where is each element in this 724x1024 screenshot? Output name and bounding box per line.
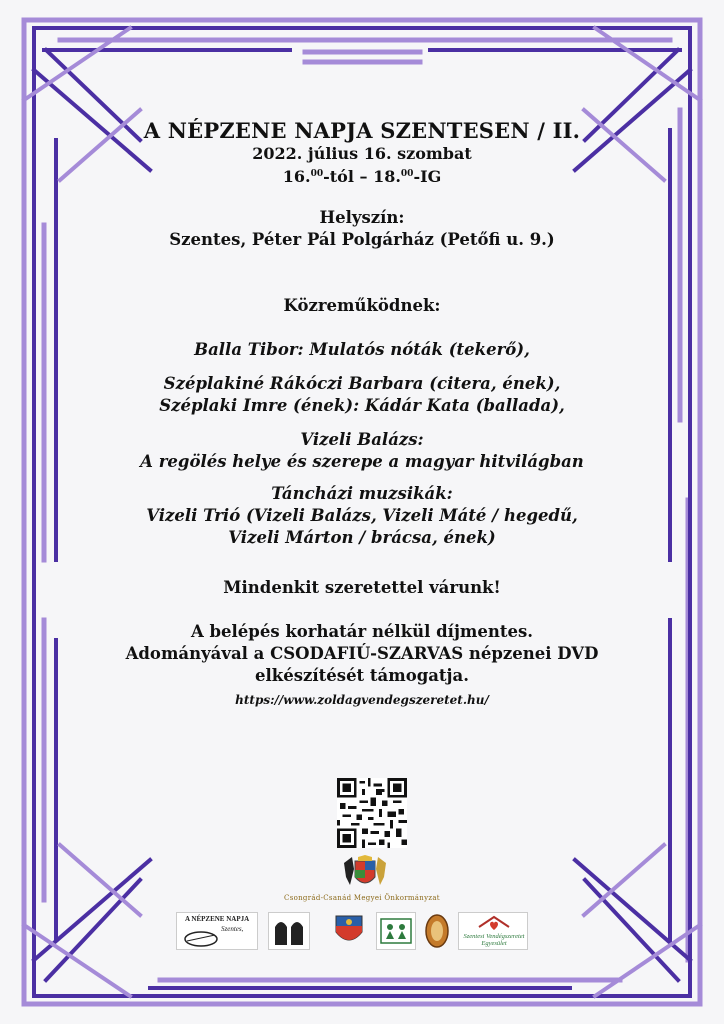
sponsor-logo-nepzene: A NÉPZENE NAPJA Szentes, — [176, 912, 258, 950]
town-shield-icon — [330, 912, 368, 950]
entry-text: elkészítését támogatja. — [255, 666, 469, 685]
county-crest-icon — [340, 855, 390, 893]
entry-text: Adományával a CSODAFIÚ-SZARVAS népzenei DVD — [125, 644, 599, 663]
sponsor-logo-vendegszeretet: Szentesi Vendégszeretet Egyesület — [458, 912, 528, 950]
performer-line: Balla Tibor: Mulatós nóták (tekerő), — [194, 340, 530, 359]
sponsor-logo-arches — [268, 912, 310, 950]
hurdy-gurdy-icon — [181, 927, 221, 949]
venue: Szentes, Péter Pál Polgárház (Petőfi u. 9.) — [169, 230, 555, 249]
performer-line: Vizeli Balázs: — [300, 430, 424, 449]
people-group-icon — [377, 913, 415, 949]
arches-icon — [269, 913, 309, 949]
sponsor-logo-group — [376, 912, 416, 950]
performers-label: Közreműködnek: — [283, 296, 441, 315]
qr-code — [337, 778, 407, 848]
sponsor-logo-medallion — [424, 912, 450, 950]
performer-line: A regölés helye és szerepe a magyar hitvilágban — [140, 452, 584, 471]
performer-line: Táncházi muzsikák: — [271, 484, 453, 503]
poster-title: A NÉPZENE NAPJA SZENTESEN / II. — [143, 118, 581, 143]
house-heart-icon — [477, 915, 511, 933]
county-organization-name: Csongrád-Csanád Megyei Önkormányzat — [284, 894, 440, 902]
performer-line: Vizeli Márton / brácsa, ének) — [228, 528, 496, 547]
medallion-icon — [424, 912, 450, 950]
performer-line: Vizeli Trió (Vizeli Balázs, Vizeli Máté / hegedű, — [146, 506, 578, 525]
event-date: 2022. július 16. szombat — [252, 144, 472, 163]
website-link[interactable]: https://www.zoldagvendegszeretet.hu/ — [235, 693, 489, 707]
venue-label: Helyszín: — [319, 208, 405, 227]
poster-content — [60, 118, 664, 707]
entry-text: A belépés korhatár nélkül díjmentes. — [190, 622, 534, 641]
performer-line: Széplakiné Rákóczi Barbara (citera, ének), — [163, 374, 561, 393]
performer-line: Széplaki Imre (ének): Kádár Kata (ballada), — [159, 396, 565, 415]
event-time: 16.00-tól – 18.00-IG — [282, 167, 442, 186]
welcome-text: Mindenkit szeretettel várunk! — [223, 578, 501, 597]
sponsor-logo-shield — [330, 912, 368, 950]
